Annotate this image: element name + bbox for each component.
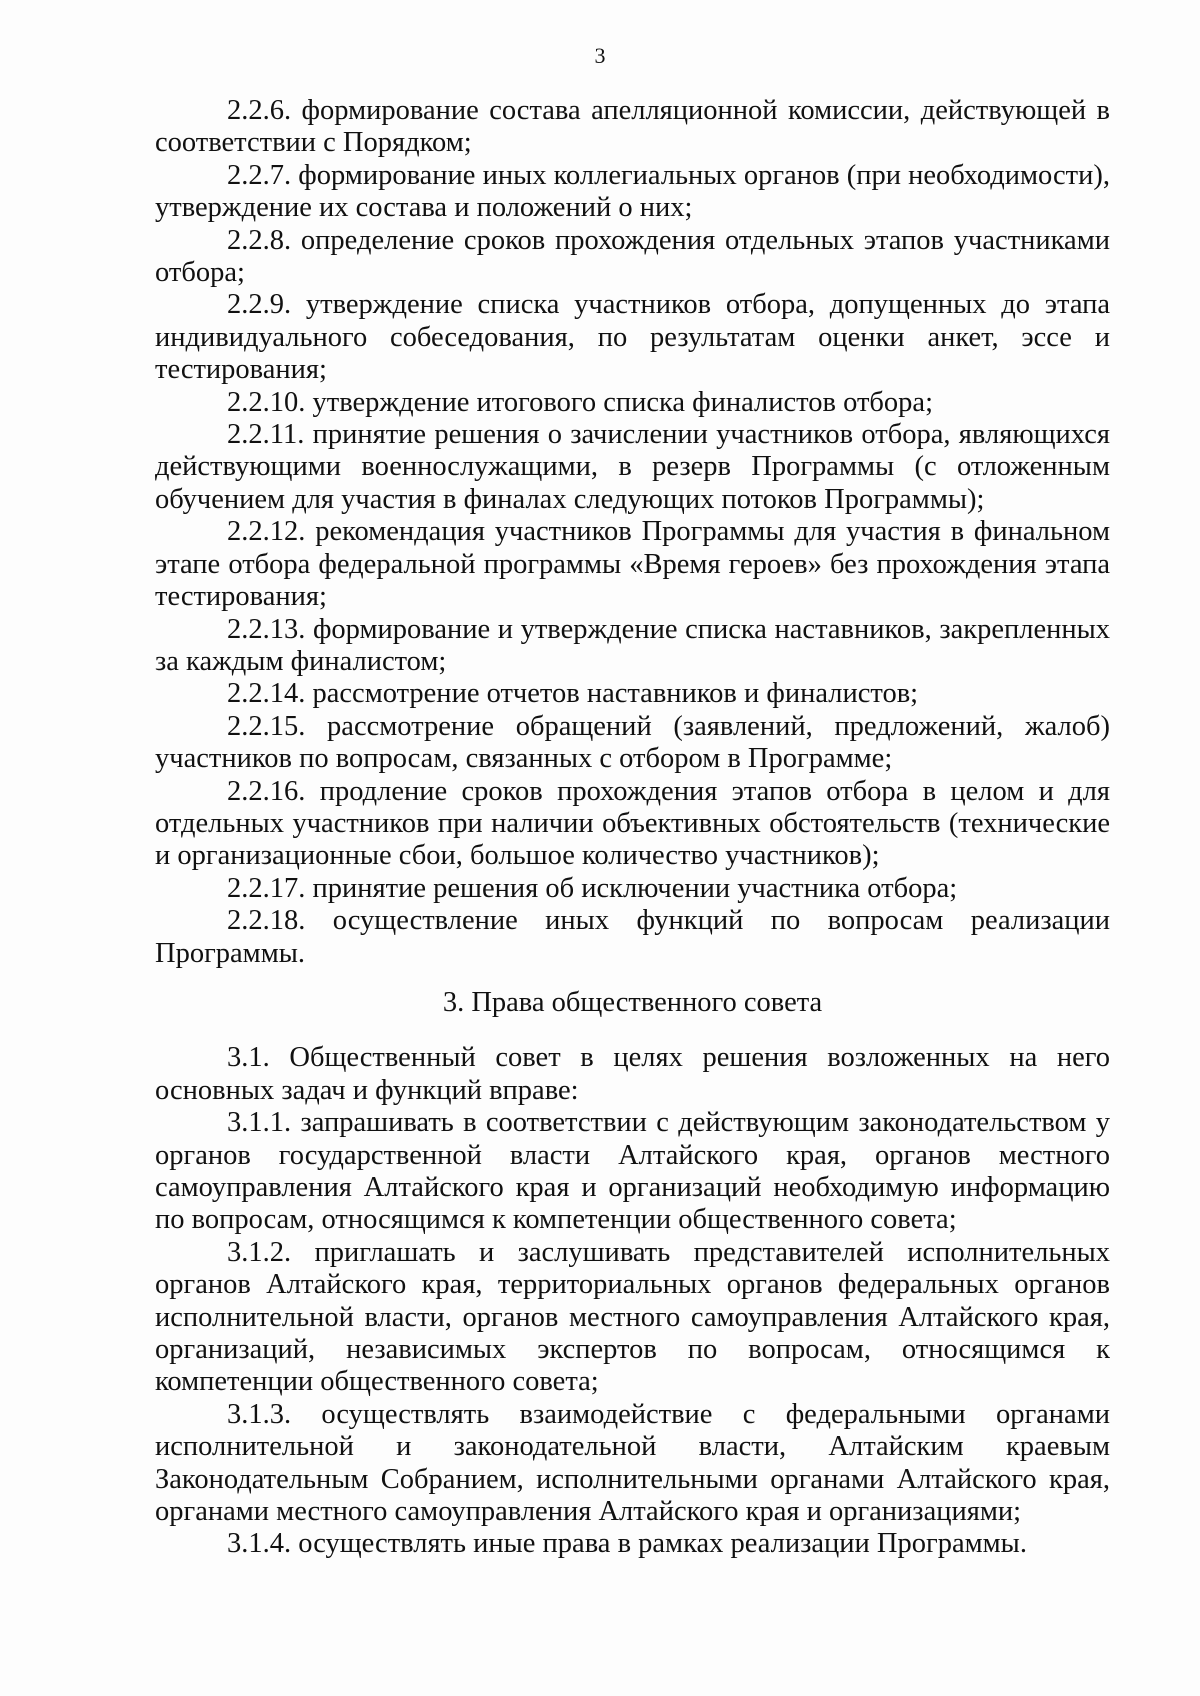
- clause-2-2-13: 2.2.13. формирование и утверждение списка наставников, закрепленных за каждым финалистом;: [155, 613, 1110, 677]
- clause-3-1-4: 3.1.4. осуществлять иные права в рамках реализации Программы.: [227, 1528, 1027, 1560]
- clause-3-1-1: 3.1.1. запрашивать в соответствии с действующим законодательством у органов государственной власти Алтайского края, органов местного самоуправления Алтайского края и организаций необходимую информацию по вопросам, относящимся к компетенции общественного совета;: [155, 1107, 1110, 1236]
- clause-2-2-16: 2.2.16. продление сроков прохождения этапов отбора в целом и для отдельных участников при наличии объективных обстоятельств (технические и организационные сбои, большое количество участников);: [155, 775, 1110, 872]
- clause-3-1: 3.1. Общественный совет в целях решения возложенных на него основных задач и функций вправе:: [155, 1042, 1110, 1106]
- page-number: 3: [594, 43, 606, 68]
- clause-3-1-3: 3.1.3. осуществлять взаимодействие с федеральными органами исполнительной и законодательной власти, Алтайским краевым Законодательным Собранием, исполнительными органами Алтайского края, органами местного самоуправления Алтайского края и организациями;: [155, 1398, 1110, 1528]
- clause-2-2-7: 2.2.7. формирование иных коллегиальных органов (при необходимости), утверждение их состава и положений о них;: [155, 159, 1110, 224]
- section-3-heading: 3. Права общественного совета: [442, 986, 823, 1018]
- clause-2-2-8: 2.2.8. определение сроков прохождения отдельных этапов участниками отбора;: [155, 224, 1110, 289]
- clause-2-2-11: 2.2.11. принятие решения о зачислении участников отбора, являющихся действующими военнослужащими, в резерв Программы (с отложенным обучением для участия в финалах следующих потоков Программы);: [155, 419, 1110, 515]
- clause-2-2-14: 2.2.14. рассмотрение отчетов наставников и финалистов;: [227, 678, 919, 710]
- clause-2-2-15: 2.2.15. рассмотрение обращений (заявлений, предложений, жалоб) участников по вопросам, связанных с отбором в Программе;: [155, 710, 1110, 775]
- document-body: [155, 95, 1110, 1561]
- clause-2-2-9: 2.2.9. утверждение списка участников отбора, допущенных до этапа индивидуального собеседования, по результатам оценки анкет, эссе и тестирования;: [155, 289, 1110, 386]
- clause-2-2-18: 2.2.18. осуществление иных функций по вопросам реализации Программы.: [155, 905, 1110, 969]
- clause-2-2-6: 2.2.6. формирование состава апелляционной комиссии, действующей в соответствии с Порядком;: [155, 95, 1110, 159]
- clause-2-2-12: 2.2.12. рекомендация участников Программы для участия в финальном этапе отбора федеральной программы «Время героев» без прохождения этапа тестирования;: [155, 516, 1110, 613]
- clause-2-2-10: 2.2.10. утверждение итогового списка финалистов отбора;: [227, 386, 933, 418]
- clause-2-2-17: 2.2.17. принятие решения об исключении участника отбора;: [227, 872, 958, 904]
- clause-3-1-2: 3.1.2. приглашать и заслушивать представителей исполнительных органов Алтайского края, территориальных органов федеральных органов исполнительной власти, органов местного самоуправления Алтайского края, организаций, независимых экспертов по вопросам, относящимся к компетенции общественного совета;: [155, 1236, 1110, 1398]
